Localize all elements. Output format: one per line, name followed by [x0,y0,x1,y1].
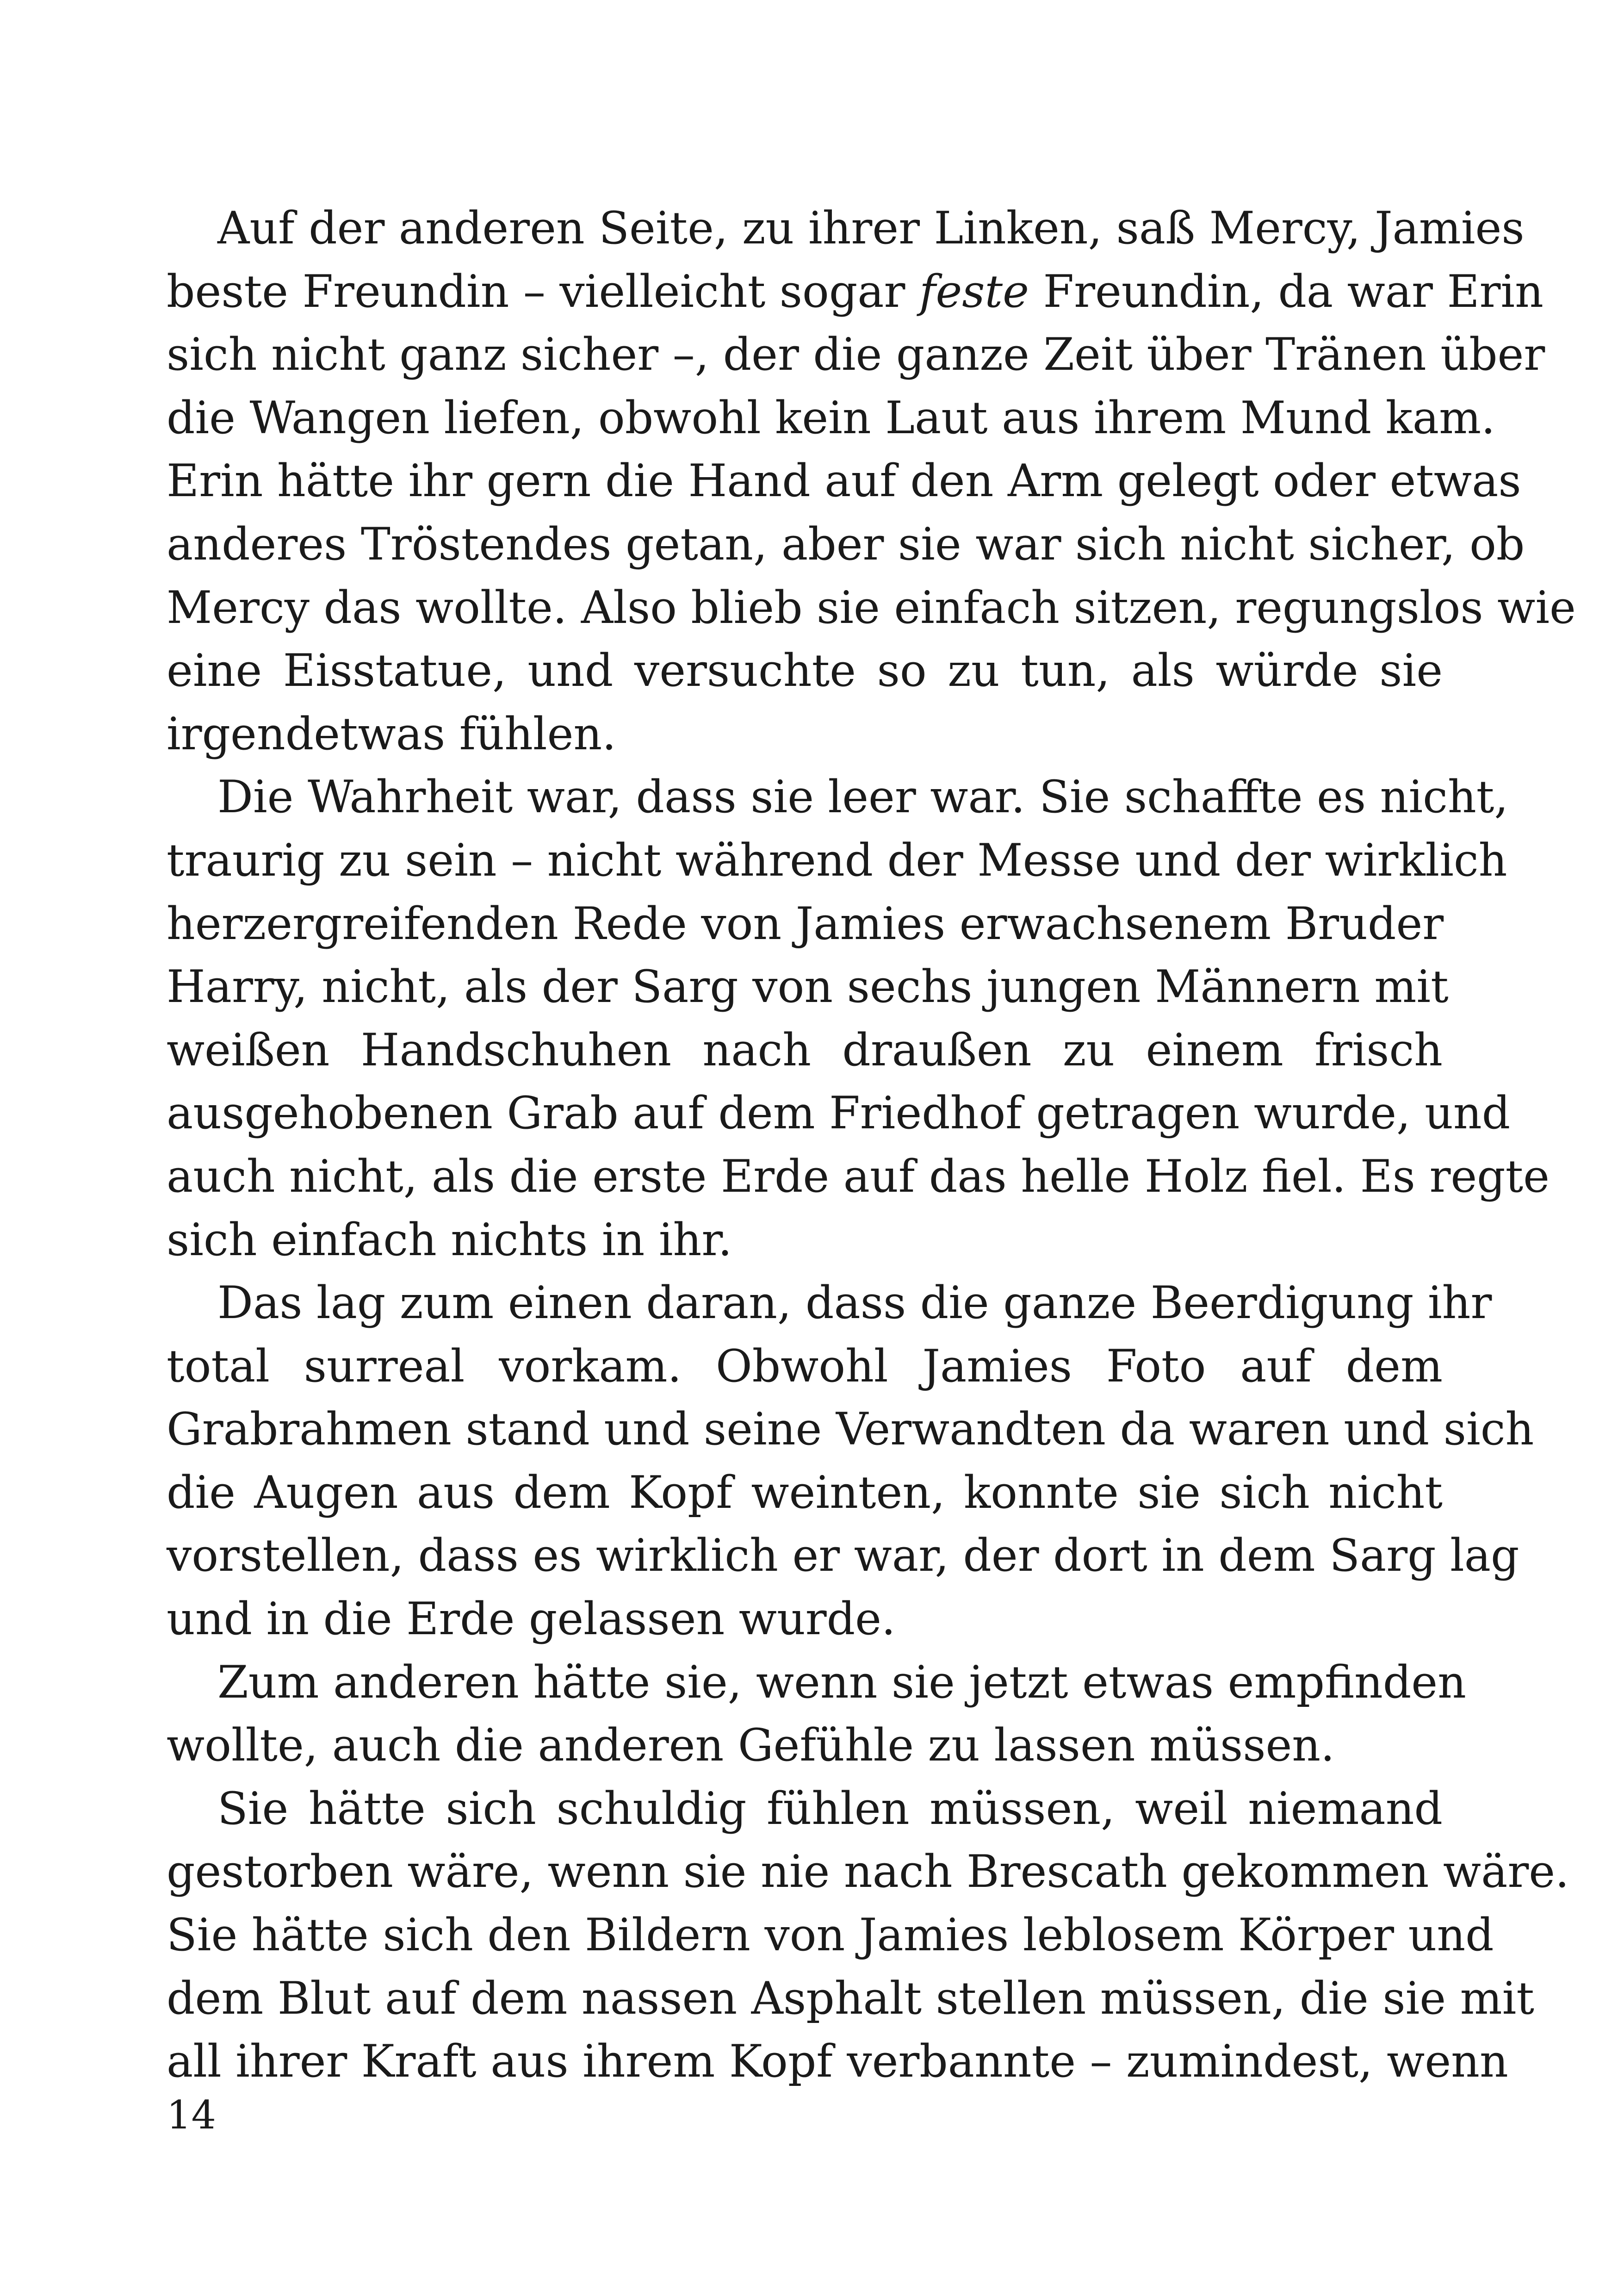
text-line: sich nicht ganz sicher –, der die ganze Zeit über Tränen über [167,329,1545,381]
text-line [167,260,1544,324]
text-line: Sie hätte sich schuldig fühlen müssen, weil niemand [217,1782,1443,1835]
page-number: 14 [167,2092,216,2138]
text-line: die Augen aus dem Kopf weinten, konnte sie sich nicht [167,1466,1443,1518]
text-line: irgendetwas fühlen. [167,708,616,760]
text-line: und in die Erde gelassen wurde. [167,1593,896,1645]
text-line: herzergreifenden Rede von Jamies erwachsenem Bruder [167,897,1444,950]
text-line: traurig zu sein – nicht während der Messe und der wirklich [167,834,1507,886]
text-line: anderes Tröstendes getan, aber sie war sich nicht sicher, ob [167,518,1525,570]
text-line: vorstellen, dass es wirklich er war, der dort in dem Sarg lag [167,1530,1519,1582]
text-line: Auf der anderen Seite, zu ihrer Linken, saß Mercy, Jamies [217,202,1525,254]
body-text [167,197,1576,2093]
text-line: eine Eisstatue, und versuchte so zu tun, als würde sie [167,645,1443,697]
text-line: Das lag zum einen daran, dass die ganze Beerdigung ihr [217,1277,1492,1329]
text-line: gestorben wäre, wenn sie nie nach Brescath gekommen wäre. [167,1846,1569,1898]
text-line: dem Blut auf dem nassen Asphalt stellen müssen, die sie mit [167,1972,1534,2024]
text-line: Zum anderen hätte sie, wenn sie jetzt etwas empfinden [217,1656,1466,1708]
text-line: Harry, nicht, als der Sarg von sechs jungen Männern mit [167,961,1449,1013]
text-line: ausgehobenen Grab auf dem Friedhof getragen wurde, und [167,1087,1511,1139]
text-line: die Wangen liefen, obwohl kein Laut aus ihrem Mund kam. [167,392,1495,444]
text-line: Erin hätte ihr gern die Hand auf den Arm gelegt oder etwas [167,455,1521,507]
emphasis-text: feste [919,265,1029,317]
text-segment: Freundin, da war Erin [1029,265,1544,317]
text-line: Grabrahmen stand und seine Verwandten da waren und sich [167,1403,1534,1456]
text-line: Mercy das wollte. Also blieb sie einfach sitzen, regungslos wie [167,581,1576,634]
text-line: sich einfach nichts in ihr. [167,1213,732,1266]
text-line: total surreal vorkam. Obwohl Jamies Foto auf dem [167,1340,1443,1392]
text-segment: beste Freundin – vielleicht sogar [167,265,919,317]
text-line: Die Wahrheit war, dass sie leer war. Sie schaffte es nicht, [217,771,1508,823]
text-line: auch nicht, als die erste Erde auf das helle Holz fiel. Es regte [167,1150,1550,1202]
text-line: all ihrer Kraft aus ihrem Kopf verbannte – zumindest, wenn [167,2035,1508,2088]
text-line: Sie hätte sich den Bildern von Jamies leblosem Körper und [167,1909,1494,1961]
text-line: wollte, auch die anderen Gefühle zu lassen müssen. [167,1719,1335,1772]
text-line: weißen Handschuhen nach draußen zu einem frisch [167,1024,1443,1076]
